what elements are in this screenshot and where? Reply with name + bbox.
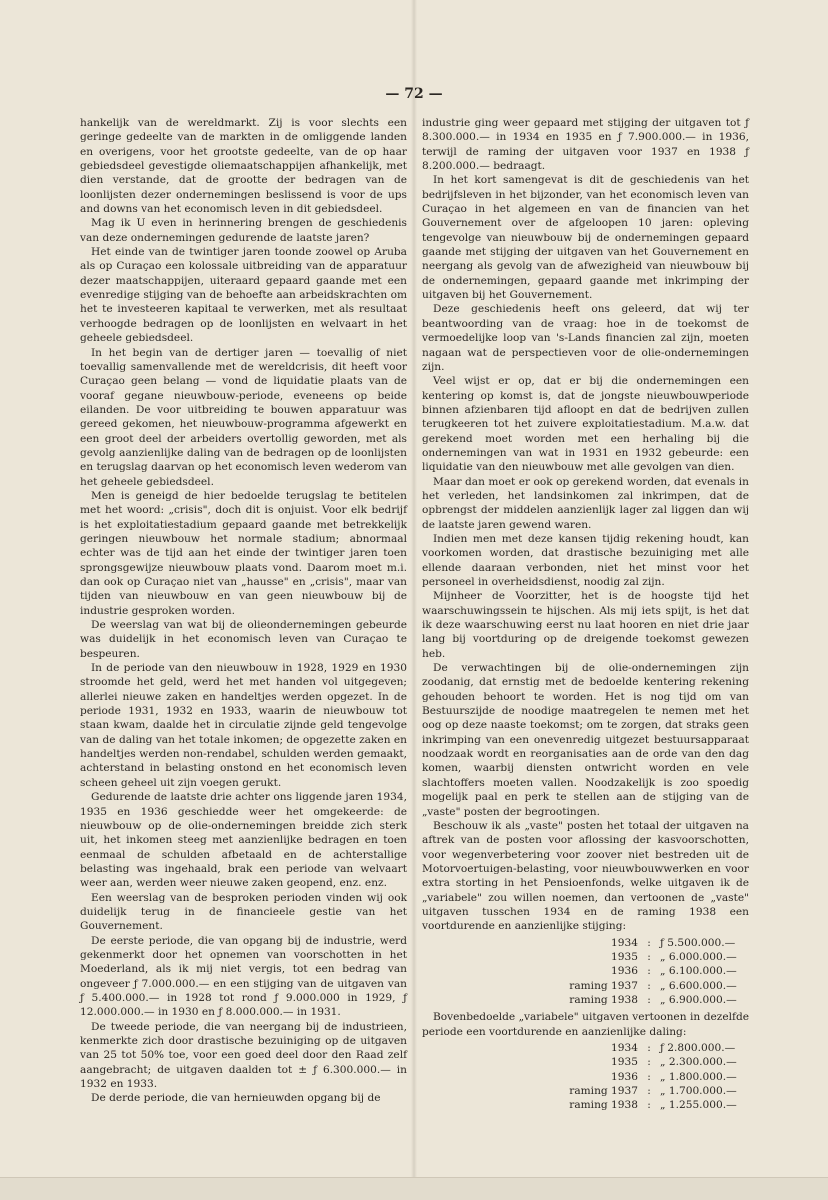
expense-amount: „ 6.000.000.— [660, 950, 737, 963]
left-paragraph-4: In het begin van de dertiger jaren — toevallig of niet toevallig samenvallende met de wereldcrisis, dit heeft voor Curaçao geen belang — vond de liquidatie plaats van de vooraf gegane nieuwbouw-periode, eveneens op beide eilanden. De voor uitbreiding te bouwen apparatuur was gereed gekomen, het nieuwbouw-programma afgewerkt en een groot deel der arbeiders overtollig geworden, met als gevolg aanzienlijke daling van de bedragen op de loonlijsten en terugslag daarvan op het economisch leven wederom van het geheele gebiedsdeel. [80, 346, 407, 488]
expense-year: raming 1937 [569, 1085, 638, 1098]
right-paragraph-3: Deze geschiedenis heeft ons geleerd, dat wij ter beantwoording van de vraag: hoe in de toekomst de vermoedelijke loop van 's-Lands financien zal zijn, moeten nagaan wat de perspectieven voor de olie-ondernemingen zijn. [422, 303, 749, 373]
expense-separator: : [647, 1042, 651, 1054]
expense-year: 1936 [611, 1070, 638, 1083]
fixed-expenses-row [422, 993, 749, 1007]
variable-expenses-row [422, 1055, 749, 1069]
expense-year: 1935 [611, 1056, 638, 1069]
right-paragraph-9: Beschouw ik als „vaste" posten het totaal der uitgaven na aftrek van de posten voor aflossing der kasvoorschotten, voor wegenverbetering voor zoover niet bestreden uit de Motorvoertuigen-belasting, voor nieuwbouwwerken en voor extra storting in het Pensioenfonds, welke uitgaven ik de „variabele" zou willen noemen, dan vertoonen de „vaste" uitgaven tusschen 1934 en de raming 1938 een voortdurende en aanzienlijke stijging: [422, 819, 749, 933]
fixed-expenses-row [422, 950, 749, 964]
expense-amount: ƒ 5.500.000.— [660, 936, 736, 949]
right-paragraph-1: industrie ging weer gepaard met stijging der uitgaven tot ƒ 8.300.000.— in 1934 en 1935 en ƒ 7.900.000.— in 1936, terwijl de raming der uitgaven voor 1937 en 1938 ƒ 8.200.000.— bedraagt. [422, 117, 749, 173]
left-paragraph-2: Mag ik U even in herinnering brengen de geschiedenis van deze ondernemingen gedurende de laatste jaren? [80, 217, 407, 244]
expense-amount: „ 1.700.000.— [660, 1085, 737, 1098]
expense-separator: : [647, 1085, 651, 1098]
expense-amount: „ 6.100.000.— [660, 965, 737, 978]
expense-separator: : [647, 1070, 651, 1083]
expense-year: raming 1938 [569, 993, 638, 1006]
left-column [80, 116, 407, 1106]
expense-year: raming 1937 [569, 979, 638, 992]
left-paragraph-7: In de periode van den nieuwbouw in 1928, 1929 en 1930 stroomde het geld, werd het met handen vol uitgegeven; allerlei nieuwe zaken en handeltjes werden opgezet. In de periode 1931, 1932 en 1933, waarin de nieuwbouw tot staan kwam, daalde het in circulatie zijnde geld tengevolge van de daling van het totale inkomen; de opgezette zaken en handeltjes werden non-rendabel, schulden werden gemaakt, achterstand in belasting onstond en het economisch leven scheen geheel uit zijn voegen gerukt. [80, 662, 407, 789]
right-paragraph-10: Bovenbedoelde „variabele" uitgaven vertoonen in dezelfde periode een voortdurende en aanzienlijke daling: [422, 1011, 749, 1038]
expense-separator: : [647, 936, 651, 949]
expense-separator: : [647, 979, 651, 992]
expense-amount: ƒ 2.800.000.— [660, 1042, 736, 1054]
variable-expenses-row [422, 1070, 749, 1084]
expense-separator: : [647, 993, 651, 1006]
expense-year: raming 1938 [569, 1099, 638, 1112]
right-paragraph-8: De verwachtingen bij de olie-ondernemingen zijn zoodanig, dat ernstig met de bedoelde kentering rekening gehouden behoort te worden. Het is nog tijd om van Bestuurszijde de noodige maatregelen te nemen met het oog op deze naaste toekomst; om te zorgen, dat straks geen inkrimping van een onevenredig uitgezet bestuursapparaat noodzaak wordt en reorganisaties aan de orde van den dag komen, waarbij diensten ontwricht worden en vele slachtoffers moeten vallen. Noodzakelijk is zoo spoedig mogelijk paal en perk te stellen aan de stijging van de „vaste" posten der begrootingen. [422, 662, 749, 818]
fixed-expenses-row [422, 964, 749, 978]
fixed-expenses-row [422, 979, 749, 993]
expense-amount: „ 6.900.000.— [660, 993, 737, 1006]
left-paragraph-1: hankelijk van de wereldmarkt. Zij is voor slechts een geringe gedeelte van de markten in de omliggende landen en overigens, voor het grootste gedeelte, van de op haar gebiedsdeel gevestigde oliemaatschappijen afhankelijk, met dien verstande, dat de grootte der bedragen van de loonlijsten dezer ondernemingen beslissend is voor de ups and downs van het economisch leven in dit gebiedsdeel. [80, 117, 407, 216]
expense-year: 1936 [611, 965, 638, 978]
expense-year: 1934 [611, 1042, 638, 1054]
expense-amount: „ 6.600.000.— [660, 979, 737, 992]
right-paragraph-2: In het kort samengevat is dit de geschiedenis van het bedrijfsleven in het bijzonder, van het economisch leven van Curaçao in het algemeen en van de financien van het Gouvernement over de afgeloopen 10 jaren: opleving tengevolge van nieuwbouw bij de ondernemingen gepaard gaande met stijging der uitgaven van het Gouvernement en neergang als gevolg van de afwezigheid van nieuwbouw bij de ondernemingen, gepaard gaande met inkrimping der uitgaven bij het Gouvernement. [422, 174, 749, 302]
page-number: — 72 — [385, 86, 443, 102]
variable-expenses-row [422, 1084, 749, 1098]
fixed-expenses-table [422, 936, 749, 1008]
right-column [422, 116, 749, 1116]
right-paragraph-6: Indien men met deze kansen tijdig rekening houdt, kan voorkomen worden, dat drastische bezuiniging met alle ellende daaraan verbonden, niet het minst voor het personeel in overheidsdienst, noodig zal zijn. [422, 532, 749, 588]
left-paragraph-8: Gedurende de laatste drie achter ons liggende jaren 1934, 1935 en 1936 geschiedde weer het omgekeerde: de nieuwbouw op de olie-ondernemingen breidde zich sterk uit, het inkomen steeg met aanzienlijke bedragen en toen eenmaal de schulden afbetaald en de achterstallige belasting was ingehaald, brak een periode van welvaart weer aan, werden weer nieuwe zaken geopend, enz. enz. [80, 791, 407, 890]
page-bottom-edge [0, 1177, 828, 1200]
left-paragraph-3: Het einde van de twintiger jaren toonde zoowel op Aruba als op Curaçao een kolossale uitbreiding van de apparatuur dezer maatschappijen, uiteraard gepaard gaande met een evenredige stijging van de behoefte aan arbeidskrachten om het te investeeren kapitaal te verwerken, met als resultaat verhoogde bedragen op de loonlijsten en welvaart in het geheele gebiedsdeel. [80, 246, 407, 345]
fixed-expenses-row [422, 936, 749, 950]
variable-expenses-table [422, 1041, 749, 1113]
left-paragraph-10: De eerste periode, die van opgang bij de industrie, werd gekenmerkt door het opnemen van voorschotten in het Moederland, als ik mij niet vergis, tot een bedrag van ongeveer ƒ 7.000.000.— en een stijging van de uitgaven van ƒ 5.400.000.— in 1928 tot rond ƒ 9.000.000 in 1929, ƒ 12.000.000.— in 1930 en ƒ 8.000.000.— in 1931. [80, 934, 407, 1019]
page-fold [411, 0, 417, 1200]
expense-year: 1934 [611, 936, 638, 949]
expense-separator: : [647, 1099, 651, 1112]
expense-year: 1935 [611, 950, 638, 963]
variable-expenses-row [422, 1098, 749, 1112]
left-paragraph-5: Men is geneigd de hier bedoelde terugslag te betitelen met het woord: „crisis", doch dit is onjuist. Voor elk bedrijf is het exploitatiestadium gepaard gaande met betrekkelijk geringen nieuwbouw het normale stadium; abnormaal echter was de tijd aan het einde der twintiger jaren toen sprongsgewijze nieuwbouw plaats vond. Daarom moet m.i. dan ook op Curaçao niet van „hausse" en „crisis", maar van tijden van nieuwbouw en van geen nieuwbouw bij de industrie gesproken worden. [80, 489, 407, 617]
variable-expenses-row [422, 1041, 749, 1055]
expense-separator: : [647, 950, 651, 963]
left-paragraph-6: De weerslag van wat bij de olieondernemingen gebeurde was duidelijk in het economisch leven van Curaçao te bespeuren. [80, 619, 407, 660]
left-paragraph-12: De derde periode, die van hernieuwden opgang bij de [91, 1092, 381, 1105]
left-paragraph-11: De tweede periode, die van neergang bij de industrieen, kenmerkte zich door drastische bezuiniging op de uitgaven van 25 tot 50% toe, voor een goed deel door den Raad zelf aangebracht; de uitgaven daalden tot ± ƒ 6.300.000.— in 1932 en 1933. [80, 1020, 407, 1091]
expense-separator: : [647, 1056, 651, 1069]
left-paragraph-9: Een weerslag van de besproken perioden vinden wij ook duidelijk terug in de financieele gestie van het Gouvernement. [80, 891, 407, 933]
expense-amount: „ 1.800.000.— [660, 1070, 737, 1083]
expense-separator: : [647, 965, 651, 978]
right-paragraph-7: Mijnheer de Voorzitter, het is de hoogste tijd het waarschuwingssein te hijschen. Als mij iets spijt, is het dat ik deze waarschuwing eerst nu laat hooren en niet drie jaar lang bij voortduring op de dreigende toekomst gewezen heb. [422, 590, 749, 660]
right-paragraph-4: Veel wijst er op, dat er bij die ondernemingen een kentering op komst is, dat de jongste nieuwbouwperiode binnen afzienbaren tijd afloopt en dat de bedrijven zullen terugkeeren tot het zuivere exploitatiestadium. M.a.w. dat gerekend moet worden met een herhaling bij die ondernemingen van wat in 1931 en 1932 gebeurde: een liquidatie van den nieuwbouw met alle gevolgen van dien. [422, 375, 749, 474]
expense-amount: „ 2.300.000.— [660, 1056, 737, 1069]
right-paragraph-5: Maar dan moet er ook op gerekend worden, dat evenals in het verleden, het landsinkomen zal inkrimpen, dat de opbrengst der middelen aanzienlijk lager zal liggen dan wij de laatste jaren gewend waren. [422, 475, 749, 531]
expense-amount: „ 1.255.000.— [660, 1099, 737, 1112]
